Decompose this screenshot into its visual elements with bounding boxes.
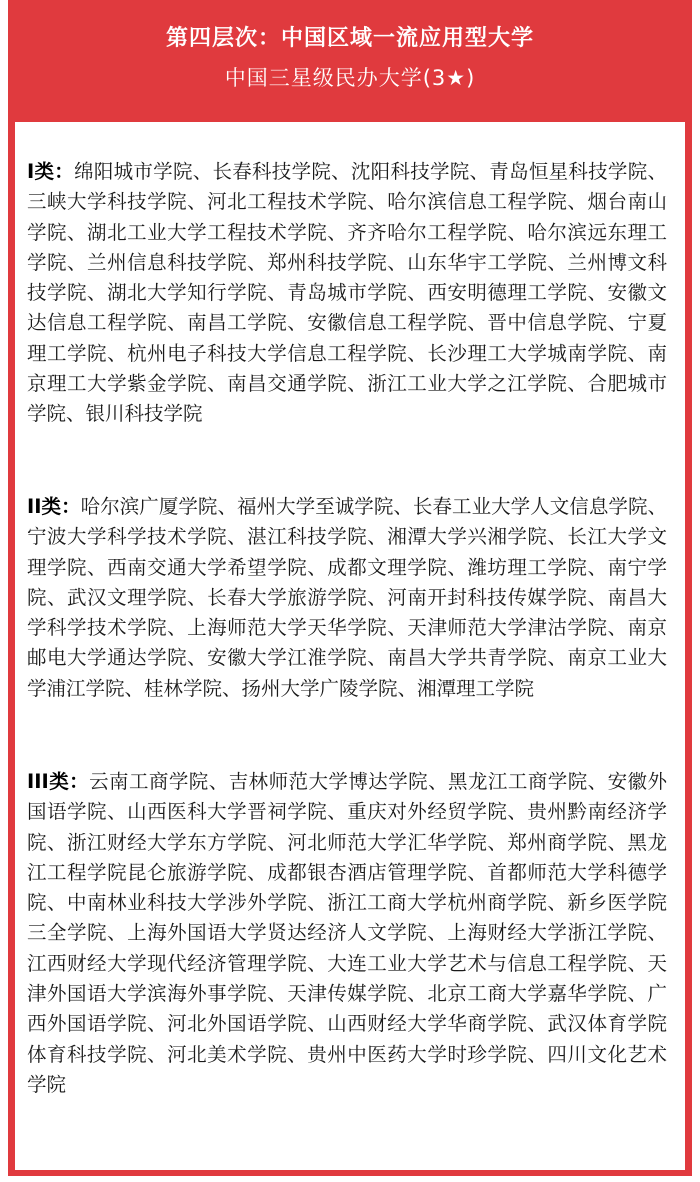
category-2 [27,492,667,704]
category-2-label: II类： [27,495,81,518]
category-3-label: III类： [27,770,90,793]
header-banner [15,0,685,116]
category-2-list: 哈尔滨广厦学院、福州大学至诚学院、长春工业大学人文信息学院、宁波大学科学技术学院、湛江科技学院、湘潭大学兴湘学院、长江大学文理学院、西南交通大学希望学院、成都文理学院、潍坊理工学院、南宁学院、武汉文理学院、长春大学旅游学院、河南开封科技传媒学院、南昌大学科学技术学院、上海师范大学天华学院、天津师范大学津沽学院、南京邮电大学通达学院、安徽大学江淮学院、南昌大学共青学院、南京工业大学浦江学院、桂林学院、扬州大学广陵学院、湘潭理工学院 [27,495,667,700]
category-3 [27,767,667,1100]
category-1-list: 绵阳城市学院、长春科技学院、沈阳科技学院、青岛恒星科技学院、三峡大学科技学院、河北工程技术学院、哈尔滨信息工程学院、烟台南山学院、湖北工业大学工程技术学院、齐齐哈尔工程学院、哈尔滨远东理工学院、兰州信息科技学院、郑州科技学院、山东华宇工学院、兰州博文科技学院、湖北大学知行学院、青岛城市学院、西安明德理工学院、安徽文达信息工程学院、南昌工学院、安徽信息工程学院、晋中信息学院、宁夏理工学院、杭州电子科技大学信息工程学院、长沙理工大学城南学院、南京理工大学紫金学院、南昌交通学院、浙江工业大学之江学院、合肥城市学院、银川科技学院 [27,160,667,426]
page-subtitle: 中国三星级民办大学(3★) [224,66,476,90]
category-3-list: 云南工商学院、吉林师范大学博达学院、黑龙江工商学院、安徽外国语学院、山西医科大学晋祠学院、重庆对外经贸学院、贵州黔南经济学院、浙江财经大学东方学院、河北师范大学汇华学院、郑州商学院、黑龙江工程学院昆仑旅游学院、成都银杏酒店管理学院、首都师范大学科德学院、中南林业科技大学涉外学院、浙江工商大学杭州商学院、新乡医学院三全学院、上海外国语大学贤达经济人文学院、上海财经大学浙江学院、江西财经大学现代经济管理学院、大连工业大学艺术与信息工程学院、天津外国语大学滨海外事学院、天津传媒学院、北京工商大学嘉华学院、广西外国语学院、河北外国语学院、山西财经大学华商学院、武汉体育学院体育科技学院、河北美术学院、贵州中医药大学时珍学院、四川文化艺术学院 [27,770,667,1096]
category-1-label: I类： [27,160,75,183]
category-1 [27,157,667,430]
page-title: 第四层次：中国区域一流应用型大学 [165,26,534,51]
content-panel [15,122,685,1170]
